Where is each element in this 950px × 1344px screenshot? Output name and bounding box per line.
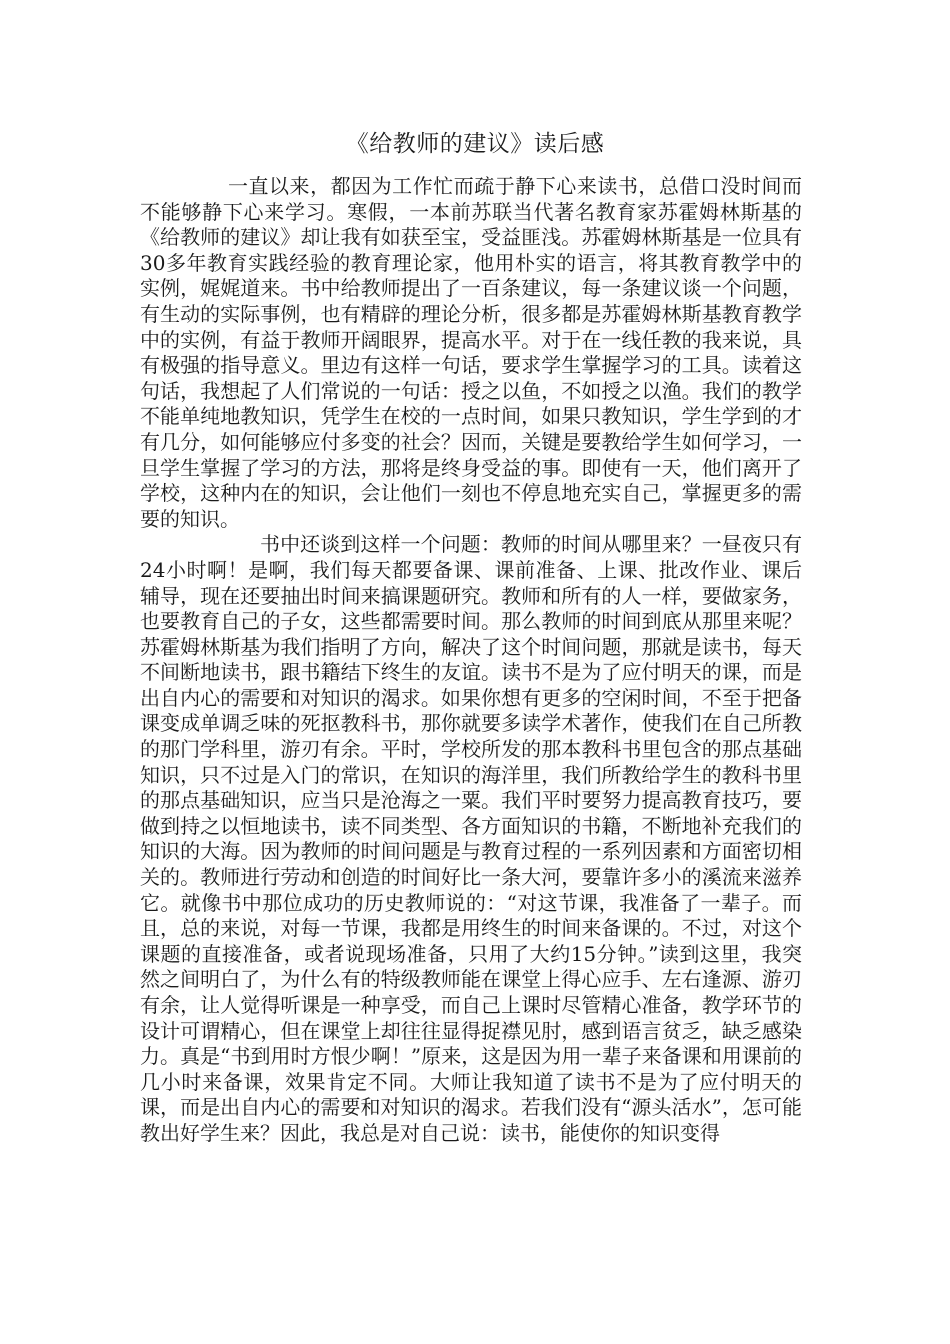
paragraph-1: 一直以来，都因为工作忙而疏于静下心来读书，总借口没时间而不能够静下心来学习。寒假，一本前苏联当代著名教育家苏霍姆林斯基的《给教师的建议》却让我有如获至宝，受益匪浅。苏霍姆林斯基是一位具有30多年教育实践经验的教育理论家，他用朴实的语言，将其教育教学中的实例，娓娓道来。书中给教师提出了一百条建议，每一条建议谈一个问题，有生动的实际事例，也有精辟的理论分析，很多都是苏霍姆林斯基教育教学中的实例，有益于教师开阔眼界，提高水平。对于在一线任教的我来说，具有极强的指导意义。里边有这样一句话，要求学生掌握学习的工具。读着这句话，我想起了人们常说的一句话：授之以鱼，不如授之以渔。我们的教学不能单纯地教知识，凭学生在校的一点时间，如果只教知识，学生学到的才有几分，如何能够应付多变的社会？因而，关键是要教给学生如何学习，一旦学生掌握了学习的方法，那将是终身受益的事。即使有一天，他们离开了学校，这种内在的知识，会让他们一刻也不停息地充实自己，掌握更多的需要的知识。 — [140, 174, 802, 531]
document-body — [140, 174, 802, 1147]
paragraph-2: 书中还谈到这样一个问题：教师的时间从哪里来？一昼夜只有24小时啊！是啊，我们每天都要备课、课前准备、上课、批改作业、课后辅导，现在还要抽出时间来搞课题研究。教师和所有的人一样，要做家务，也要教育自己的子女，这些都需要时间。那么教师的时间到底从那里来呢？苏霍姆林斯基为我们指明了方向，解决了这个时间问题，那就是读书，每天不间断地读书，跟书籍结下终生的友谊。读书不是为了应付明天的课，而是出自内心的需要和对知识的渴求。如果你想有更多的空闲时间，不至于把备课变成单调乏味的死抠教科书，那你就要多读学术著作，使我们在自己所教的那门学科里，游刃有余。平时，学校所发的那本教科书里包含的那点基础知识，只不过是入门的常识，在知识的海洋里，我们所教给学生的教科书里的那点基础知识，应当只是沧海之一粟。我们平时要努力提高教育技巧，要做到持之以恒地读书，读不同类型、各方面知识的书籍，不断地补充我们的知识的大海。因为教师的时间问题是与教育过程的一系列因素和方面密切相关的。教师进行劳动和创造的时间好比一条大河，要靠许多小的溪流来滋养它。就像书中那位成功的历史教师说的：“对这节课，我准备了一辈子。而且，总的来说，对每一节课，我都是用终生的时间来备课的。不过，对这个课题的直接准备，或者说现场准备，只用了大约15分钟。”读到这里，我突然之间明白了，为什么有的特级教师能在课堂上得心应手、左右逢源、游刃有余，让人觉得听课是一种享受，而自己上课时尽管精心准备，教学环节的设计可谓精心，但在课堂上却往往显得捉襟见肘，感到语言贫乏，缺乏感染力。真是“书到用时方恨少啊！”原来，这是因为用一辈子来备课和用课前的几小时来备课，效果肯定不同。大师让我知道了读书不是为了应付明天的课，而是出自内心的需要和对知识的渴求。若我们没有“源头活水”，怎可能教出好学生来？因此，我总是对自己说：读书，能使你的知识变得 — [140, 532, 802, 1145]
document-title: 《给教师的建议》读后感 — [345, 131, 605, 157]
